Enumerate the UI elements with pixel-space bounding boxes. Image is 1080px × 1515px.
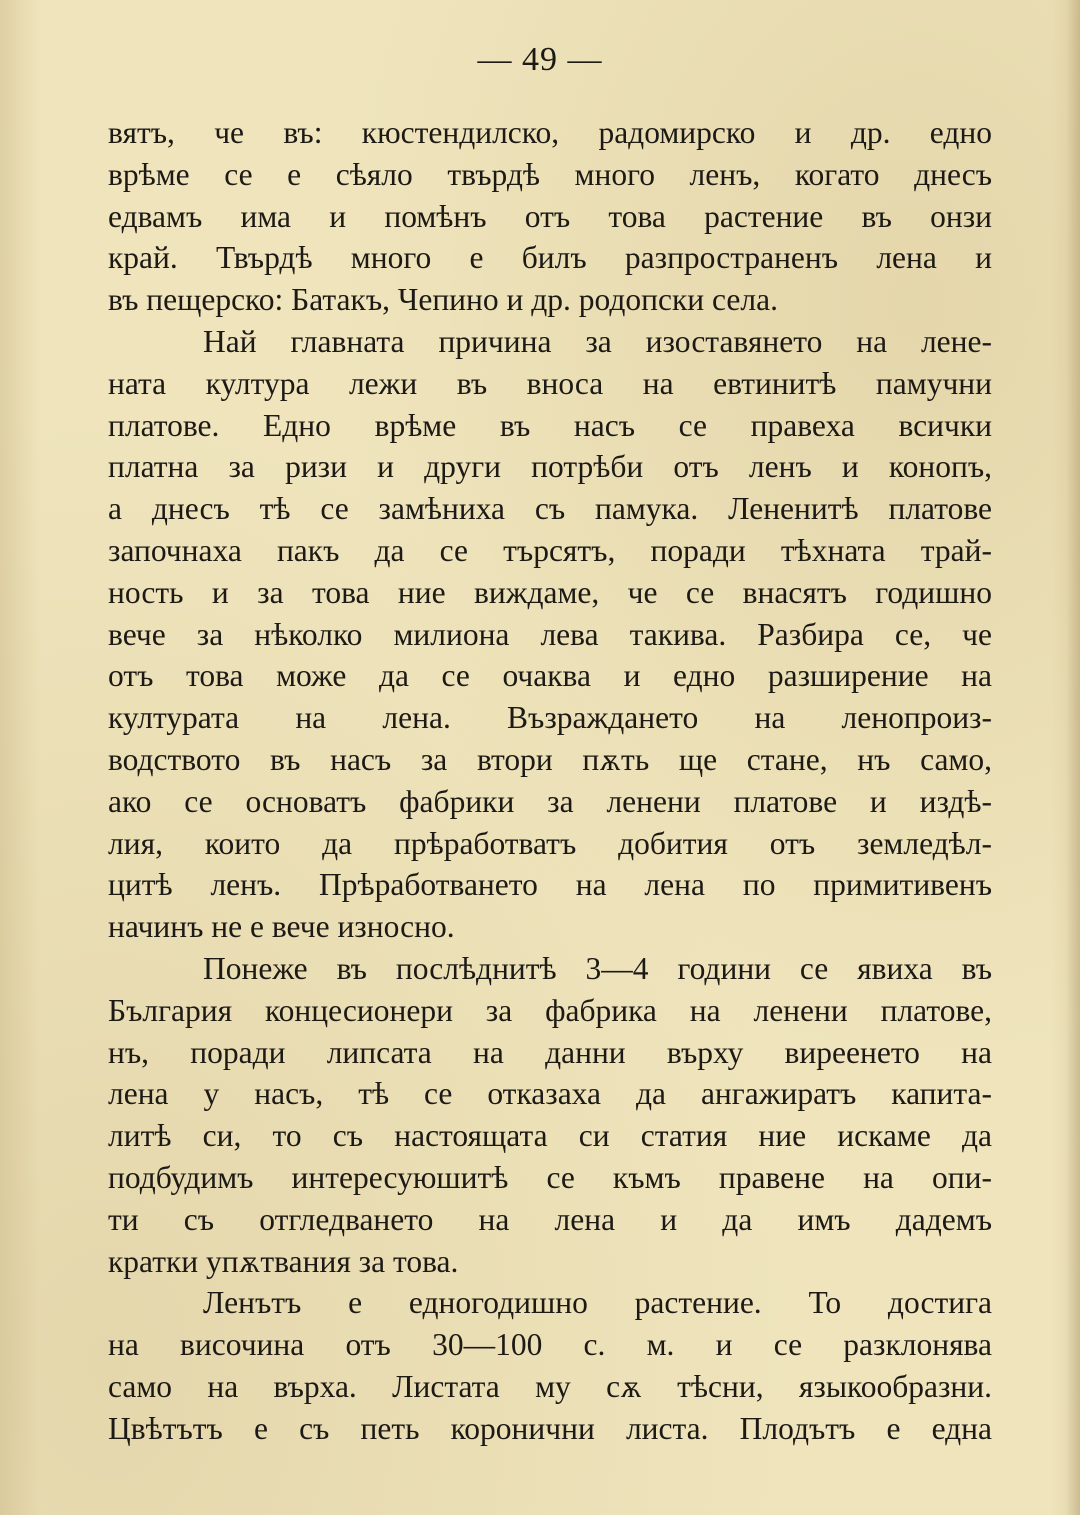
text-line: начинъ не е вече износно. bbox=[108, 909, 455, 945]
text-line: цитѣ ленъ. Прѣработването на лена по примитивенъ bbox=[108, 867, 992, 903]
text-line: а днесъ тѣ се замѣниха съ памука. Лененитѣ платове bbox=[108, 491, 992, 527]
text-line: България концесионери за фабрика на ленени платове, bbox=[108, 992, 992, 1028]
paragraph-start-line: Най главната причина за изоставянето на лене- bbox=[203, 323, 992, 359]
page-number: — 49 — bbox=[477, 41, 603, 78]
text-line: едвамъ има и помѣнъ отъ това растение въ онзи bbox=[108, 198, 992, 234]
text-line: лена у насъ, тѣ се отказаха да ангажиратъ капита- bbox=[108, 1076, 992, 1112]
text-line: нъ, поради липсата на данни върху виреенето на bbox=[108, 1034, 992, 1070]
text-line: лия, които да прѣработватъ добития отъ земледѣл- bbox=[108, 825, 992, 861]
text-line: ако се основатъ фабрики за ленени платове и издѣ- bbox=[108, 783, 992, 819]
text-line: врѣме се е сѣяло твърдѣ много ленъ, когато днесъ bbox=[108, 156, 992, 192]
text-line: въ пещерско: Батакъ, Чепино и др. родопски села. bbox=[108, 282, 778, 318]
body-text bbox=[108, 112, 992, 1450]
text-line: ната култура лежи въ вноса на евтинитѣ памучни bbox=[108, 365, 992, 401]
text-line: водството въ насъ за втори пѫть ще стане, нъ само, bbox=[108, 741, 992, 777]
text-line: само на върха. Листата му сѫ тѣсни, языкообразни. bbox=[108, 1368, 992, 1404]
text-line: платна за ризи и други потрѣби отъ ленъ и конопъ, bbox=[108, 449, 992, 485]
text-line: ти съ отгледването на лена и да имъ дадемъ bbox=[108, 1201, 992, 1237]
text-line: започнаха пакъ да се търсятъ, поради тѣхната трай- bbox=[108, 532, 992, 568]
text-line: вече за нѣколко милиона лева такива. Разбира се, че bbox=[108, 616, 992, 652]
text-line: вятъ, че въ: кюстендилско, радомирско и др. едно bbox=[108, 115, 992, 150]
text-line: на височина отъ 30—100 с. м. и се разклонява bbox=[108, 1327, 992, 1363]
text-line: Цвѣтътъ е съ петь коронични листа. Плодътъ е една bbox=[108, 1410, 992, 1446]
text-line: ность и за това ние виждаме, че се внасятъ годишно bbox=[108, 574, 992, 610]
text-line: подбудимъ интересуюшитѣ се къмъ правене на опи- bbox=[108, 1159, 992, 1195]
text-line: кратки упѫтвания за това. bbox=[108, 1243, 459, 1279]
scan-shadow bbox=[1066, 0, 1080, 1515]
text-line: литѣ си, то съ настоящата си статия ние искаме да bbox=[108, 1118, 992, 1154]
paragraph-start-line: Ленътъ е едногодишно растение. То достига bbox=[203, 1285, 992, 1321]
text-line: културата на лена. Възраждането на ленопроиз- bbox=[108, 700, 992, 736]
text-line: отъ това може да се очаква и едно разширение на bbox=[108, 658, 992, 694]
paragraph-start-line: Понеже въ послѣднитѣ 3—4 години се явиха въ bbox=[203, 950, 992, 986]
text-line: платове. Едно врѣме въ насъ се правеха всички bbox=[108, 407, 992, 443]
text-line: край. Твърдѣ много е билъ разпространенъ лена и bbox=[108, 240, 992, 276]
